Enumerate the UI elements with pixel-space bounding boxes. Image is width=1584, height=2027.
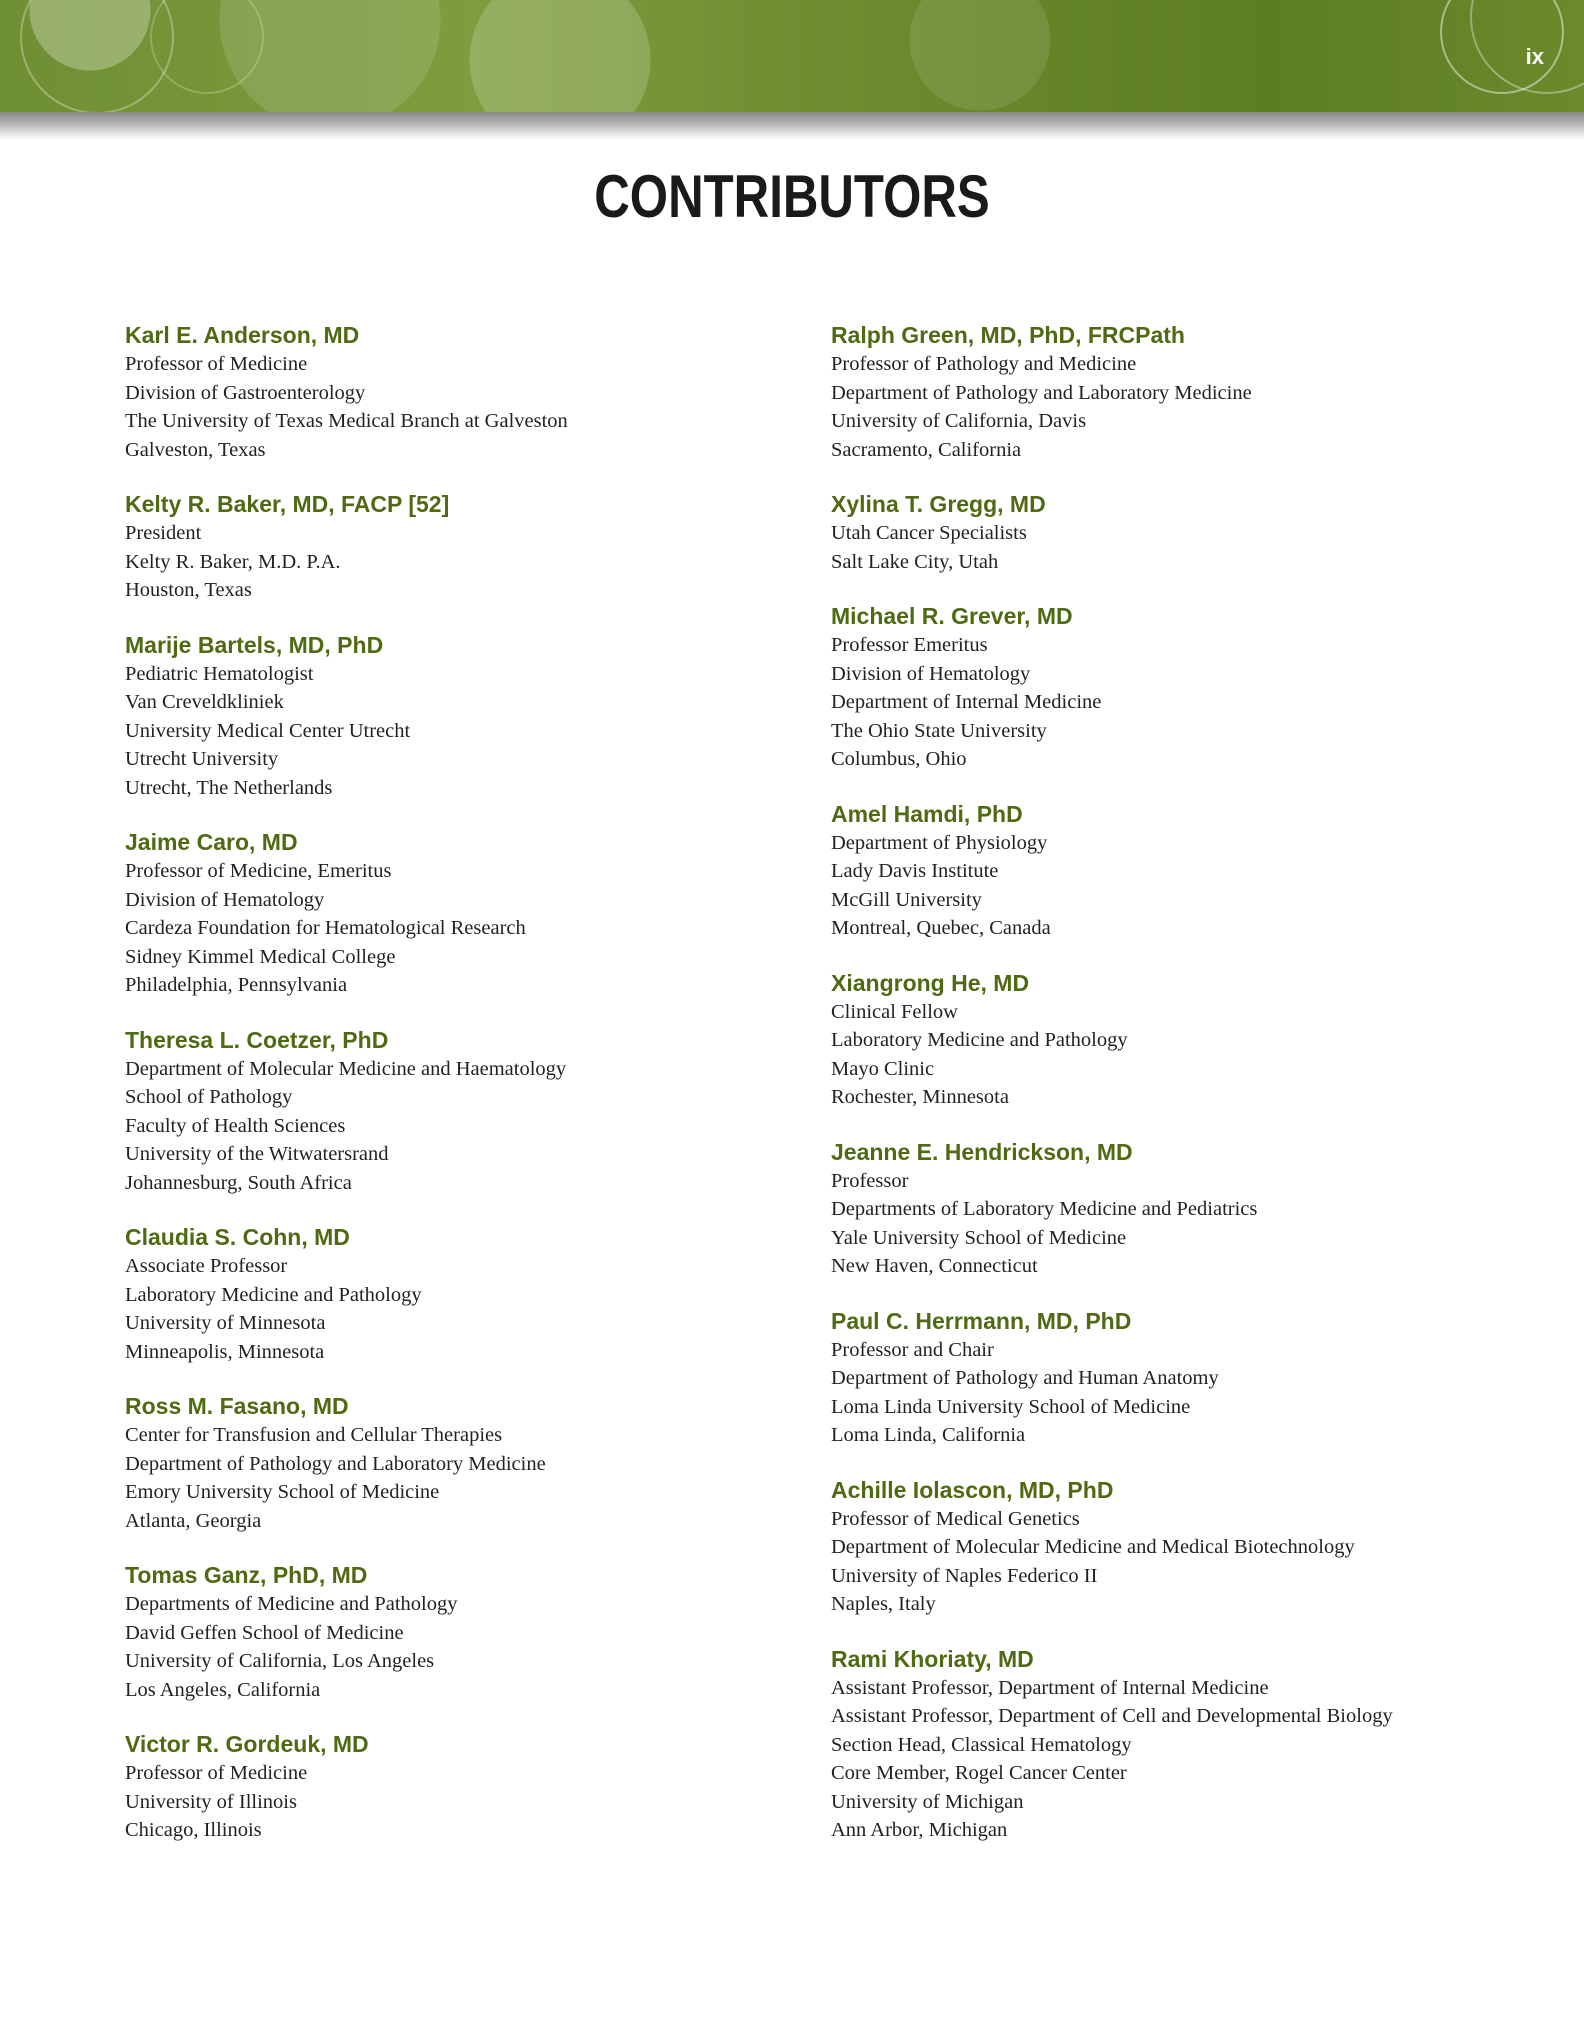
contributor-name: Jeanne E. Hendrickson, MD [831,1138,1133,1165]
contributor-affiliation-line: Professor Emeritus [831,634,988,656]
contributor-affiliation-line: Minneapolis, Minnesota [125,1340,325,1363]
contributor-affiliation-line: Loma Linda University School of Medicine [831,1395,1191,1418]
contributor-name: Achille Iolascon, MD, PhD [831,1476,1114,1503]
contributor-affiliation-line: University of Michigan [831,1790,1024,1813]
contributor-affiliation-line: Departments of Laboratory Medicine and Pediatrics [831,1198,1258,1220]
contributor-entry [831,1137,1531,1281]
contributor-affiliation-line: Professor of Medicine [125,1762,308,1784]
contributor-affiliation-line: Los Angeles, California [125,1678,321,1701]
contributor-entry [125,1025,745,1198]
contributor-affiliation-line: Division of Gastroenterology [125,381,366,404]
contributor-affiliation-line: Department of Molecular Medicine and Medical Biotechnology [831,1536,1355,1558]
contributor-affiliation-line: Center for Transfusion and Cellular Therapies [125,1424,503,1446]
contributor-affiliation-line: Laboratory Medicine and Pathology [831,1029,1128,1051]
contributor-affiliation-line: New Haven, Connecticut [831,1255,1038,1277]
contributors-left-column [125,320,745,1870]
header-banner [0,0,1584,112]
contributor-affiliation-line: Yale University School of Medicine [831,1226,1127,1249]
contributor-name: Rami Khoriaty, MD [831,1645,1034,1672]
contributor-entry [125,630,745,803]
contributor-affiliation-line: Department of Physiology [831,831,1048,854]
contributor-affiliation-line: Utrecht University [125,748,279,770]
contributor-entry [125,827,745,1000]
contributor-affiliation-line: Montreal, Quebec, Canada [831,917,1051,939]
contributor-name: Marije Bartels, MD, PhD [125,631,384,658]
contributor-affiliation-line: Departments of Medicine and Pathology [125,1593,458,1615]
contributor-affiliation-line: University of California, Davis [831,410,1087,432]
contributor-name: Paul C. Herrmann, MD, PhD [831,1307,1132,1334]
contributor-affiliation-line: Assistant Professor, Department of Cell and Developmental Biology [831,1705,1393,1727]
contributor-entry [831,320,1531,464]
contributor-affiliation-line: Department of Pathology and Laboratory Medicine [125,1452,546,1475]
contributor-affiliation-line: Atlanta, Georgia [125,1509,262,1532]
contributor-affiliation-line: Philadelphia, Pennsylvania [125,974,348,996]
contributor-affiliation-line: Loma Linda, California [831,1424,1026,1446]
contributor-affiliation-line: Utah Cancer Specialists [831,522,1027,544]
contributor-name: Ross M. Fasano, MD [125,1393,349,1419]
contributor-affiliation-line: Houston, Texas [125,579,252,601]
contributor-affiliation-line: McGill University [831,888,982,911]
contributor-name: Claudia S. Cohn, MD [125,1224,350,1250]
contributor-entry [831,1644,1531,1845]
contributor-affiliation-line: Professor of Medicine, Emeritus [125,860,392,882]
contributor-affiliation-line: Galveston, Texas [125,438,266,461]
contributor-entry [125,1391,745,1535]
contributor-affiliation-line: University of California, Los Angeles [125,1650,435,1672]
contributor-affiliation-line: Columbus, Ohio [831,748,967,770]
contributor-affiliation-line: University of Naples Federico II [831,1564,1098,1587]
contributor-affiliation-line: Department of Internal Medicine [831,691,1102,713]
contributor-name: Michael R. Grever, MD [831,603,1073,629]
contributor-affiliation-line: Naples, Italy [831,1593,936,1615]
contributor-affiliation-line: Kelty R. Baker, M.D. P.A. [125,550,341,573]
contributor-affiliation-line: Emory University School of Medicine [125,1481,440,1503]
contributor-affiliation-line: President [125,522,202,544]
contributor-name: Jaime Caro, MD [125,829,298,855]
contributor-affiliation-line: Sidney Kimmel Medical College [125,945,396,968]
contributor-affiliation-line: Ann Arbor, Michigan [831,1819,1008,1841]
contributor-entry [831,489,1531,576]
bubble-decoration [150,0,264,94]
contributor-affiliation-line: University Medical Center Utrecht [125,719,411,742]
contributor-affiliation-line: Utrecht, The Netherlands [125,776,333,799]
contributor-affiliation-line: Mayo Clinic [831,1057,935,1080]
contributor-affiliation-line: Van Creveldkliniek [125,691,284,713]
contributor-name: Xiangrong He, MD [831,969,1030,996]
contributor-affiliation-line: Rochester, Minnesota [831,1086,1009,1108]
contributor-entry [125,1560,745,1704]
contributor-affiliation-line: Pediatric Hematologist [125,662,314,685]
contributor-affiliation-line: School of Pathology [125,1086,293,1108]
contributor-name: Kelty R. Baker, MD, FACP [52] [125,491,450,517]
contributor-name: Karl E. Anderson, MD [125,322,360,348]
contributor-affiliation-line: Associate Professor [125,1255,288,1277]
contributor-entry [831,601,1531,774]
contributor-affiliation-line: Division of Hematology [125,888,325,911]
contributor-affiliation-line: Core Member, Rogel Cancer Center [831,1762,1127,1784]
contributor-affiliation-line: Cardeza Foundation for Hematological Research [125,917,526,939]
contributor-affiliation-line: Section Head, Classical Hematology [831,1733,1132,1756]
contributor-name: Victor R. Gordeuk, MD [125,1731,369,1757]
contributor-entry [125,1222,745,1366]
contributor-affiliation-line: Laboratory Medicine and Pathology [125,1283,422,1306]
contributor-affiliation-line: Professor of Medical Genetics [831,1507,1080,1530]
contributor-entry [831,1475,1531,1619]
contributor-affiliation-line: University of Minnesota [125,1312,326,1334]
contributor-affiliation-line: Department of Molecular Medicine and Haematology [125,1057,567,1080]
header-shadow-divider [0,112,1584,140]
contributor-affiliation-line: David Geffen School of Medicine [125,1621,404,1644]
contributor-entry [831,1306,1531,1450]
contributor-affiliation-line: Division of Hematology [831,662,1031,685]
contributor-name: Amel Hamdi, PhD [831,800,1023,827]
contributor-entry [125,320,745,464]
contributor-affiliation-line: Professor of Pathology and Medicine [831,353,1137,375]
page-title: CONTRIBUTORS [594,163,990,230]
contributor-affiliation-line: Professor [831,1169,909,1192]
bubble-decoration [20,0,174,112]
contributor-affiliation-line: Professor of Medicine [125,353,308,375]
contributor-affiliation-line: Faculty of Health Sciences [125,1114,346,1137]
contributor-name: Ralph Green, MD, PhD, FRCPath [831,322,1185,348]
contributor-affiliation-line: Assistant Professor, Department of Internal Medicine [831,1676,1269,1699]
contributor-affiliation-line: Professor and Chair [831,1338,994,1361]
contributor-affiliation-line: Johannesburg, South Africa [125,1171,352,1194]
contributor-entry [125,489,745,605]
contributor-affiliation-line: Salt Lake City, Utah [831,550,999,573]
contributor-entry [125,1729,745,1845]
contributor-affiliation-line: The Ohio State University [831,719,1047,742]
contributor-affiliation-line: University of the Witwatersrand [125,1143,389,1165]
contributor-affiliation-line: Department of Pathology and Human Anatomy [831,1367,1219,1389]
contributor-entry [831,968,1531,1112]
contributors-right-column [831,320,1531,1870]
contributor-name: Xylina T. Gregg, MD [831,491,1046,517]
contributor-name: Theresa L. Coetzer, PhD [125,1026,389,1053]
contributor-affiliation-line: Clinical Fellow [831,1000,958,1023]
contributor-affiliation-line: University of Illinois [125,1790,297,1813]
contributor-name: Tomas Ganz, PhD, MD [125,1562,368,1588]
contributor-affiliation-line: Department of Pathology and Laboratory Medicine [831,381,1252,404]
page-number: ix [1525,44,1544,69]
contributor-affiliation-line: The University of Texas Medical Branch at Galveston [125,410,568,432]
contributor-affiliation-line: Sacramento, California [831,438,1022,461]
contributor-entry [831,799,1531,943]
contributor-affiliation-line: Chicago, Illinois [125,1819,262,1841]
contributor-affiliation-line: Lady Davis Institute [831,860,999,882]
